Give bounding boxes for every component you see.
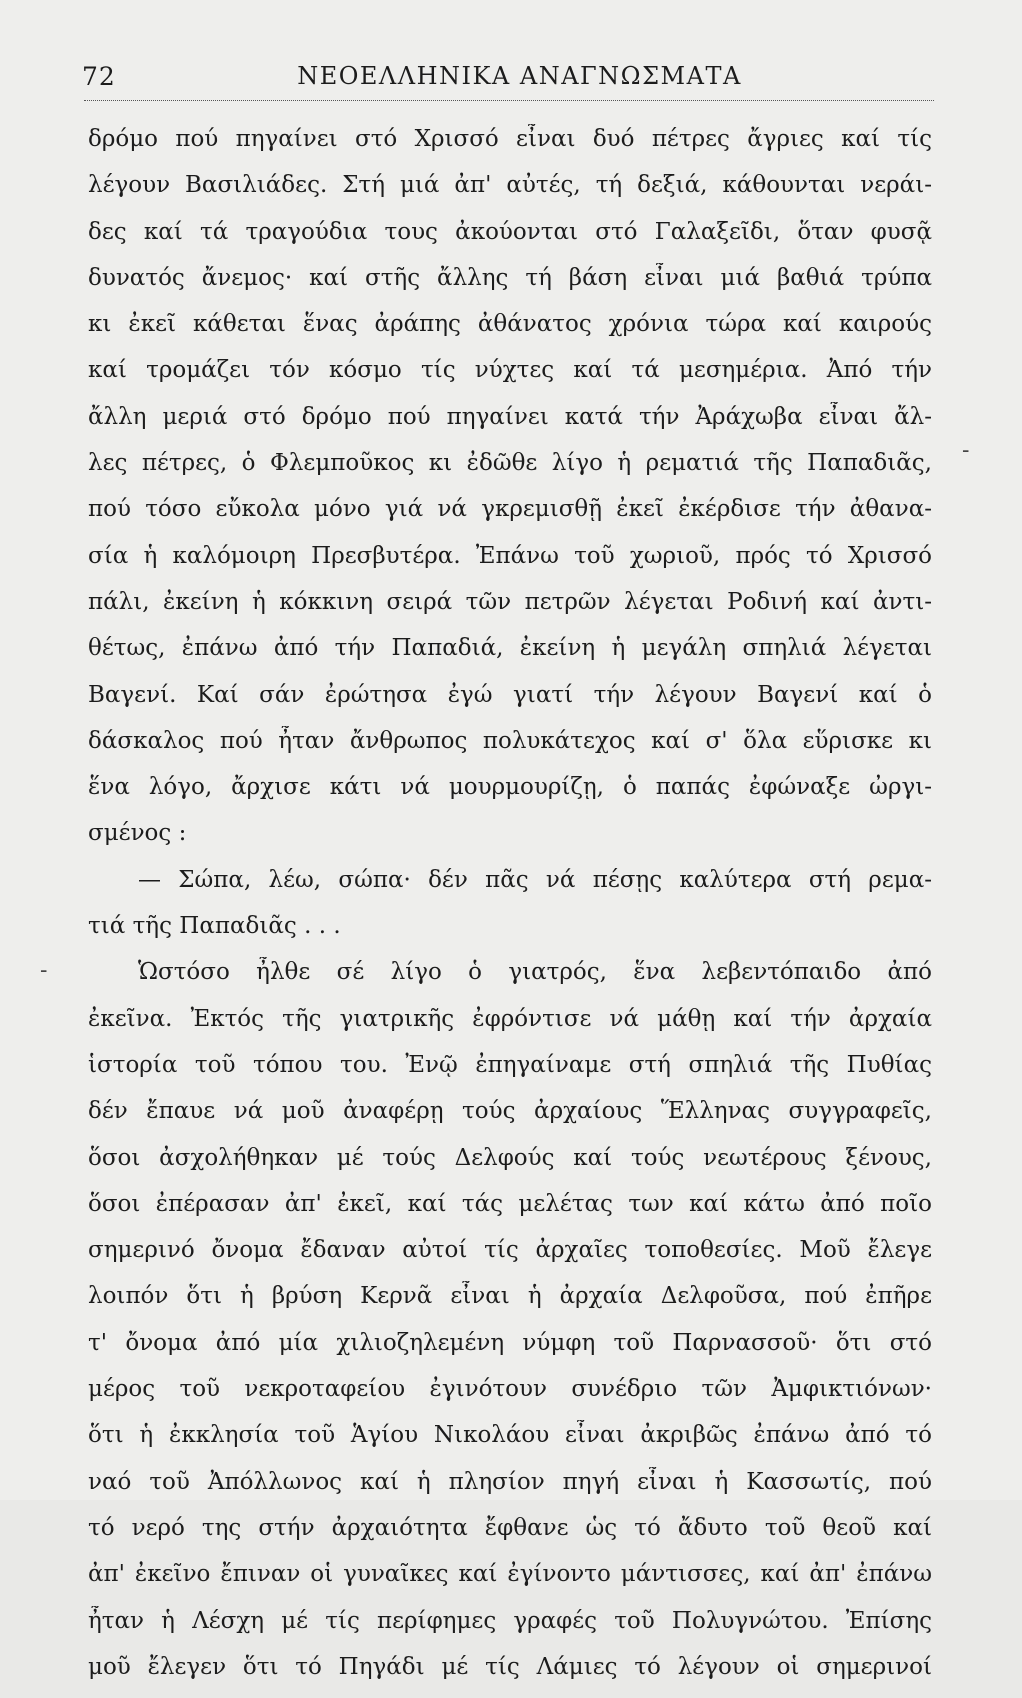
text-line: κι ἐκεῖ κάθεται ἕνας ἀράπης ἀθάνατος χρόνια τώρα καί καιρούς [88,311,932,338]
text-line: τιά τῆς Παπαδιᾶς . . . [88,913,341,940]
text-line: πού τόσο εὔκολα μόνο γιά νά γκρεμισθῇ ἐκεῖ ἐκέρδισε τήν ἀθανα- [88,496,932,523]
text-line: πάλι, ἐκείνη ἡ κόκκινη σειρά τῶν πετρῶν λέγεται Ροδινή καί ἀντι- [88,588,932,615]
text-line: σμένος : [88,820,187,847]
text-line: ὅσοι ἀσχολήθηκαν μέ τούς Δελφούς καί τούς νεωτέρους ξένους, [88,1144,932,1171]
header-rule [84,100,934,101]
text-line: ὅτι ἡ ἐκκλησία τοῦ Ἁγίου Νικολάου εἶναι ἀκριβῶς ἐπάνω ἀπό τό [88,1422,932,1449]
text-line: λες πέτρες, ὁ Φλεμποῦκος κι ἐδῶθε λίγο ἡ ρεματιά τῆς Παπαδιᾶς, [88,450,932,477]
page-number: 72 [82,62,116,91]
text-line: δυνατός ἄνεμος· καί στῆς ἄλλης τή βάση εἶναι μιά βαθιά τρύπα [88,264,932,291]
body-text [88,124,932,1698]
text-line: δες καί τά τραγούδια τους ἀκούονται στό Γαλαξεῖδι, ὅταν φυσᾷ [88,218,932,245]
text-line: σημερινό ὄνομα ἔδαναν αὐτοί τίς ἀρχαῖες τοποθεσίες. Μοῦ ἔλεγε [88,1237,932,1264]
text-line: ἕνα λόγο, ἄρχισε κάτι νά μουρμουρίζῃ, ὁ παπάς ἐφώναξε ὠργι- [88,774,932,801]
text-line: Βαγενί. Καί σάν ἐρώτησα ἐγώ γιατί τήν λέγουν Βαγενί καί ὁ [88,681,932,708]
text-line: ναό τοῦ Ἀπόλλωνος καί ἡ πλησίον πηγή εἶναι ἡ Κασσωτίς, πού [88,1468,932,1495]
text-line: καί τρομάζει τόν κόσμο τίς νύχτες καί τά μεσημέρια. Ἀπό τήν [88,357,932,384]
text-line: σία ἡ καλόμοιρη Πρεσβυτέρα. Ἐπάνω τοῦ χωριοῦ, πρός τό Χρισσό [88,542,932,569]
text-line: δρόμο πού πηγαίνει στό Χρισσό εἶναι δυό πέτρες ἄγριες καί τίς [88,126,932,152]
text-line: — Σώπα, λέω, σώπα· δέν πᾶς νά πέσῃς καλύτερα στή ρεμα- [138,866,932,893]
margin-mark: - [40,958,48,983]
text-line: δέν ἔπαυε νά μοῦ ἀναφέρῃ τούς ἀρχαίους Ἕλληνας συγγραφεῖς, [88,1098,932,1125]
text-line: μέρος τοῦ νεκροταφείου ἐγινότουν συνέδριο τῶν Ἀμφικτιόνων· [88,1376,932,1403]
text-line: μοῦ ἔλεγεν ὅτι τό Πηγάδι μέ τίς Λάμιες τό λέγουν οἱ σημερινοί [88,1653,932,1680]
running-title: ΝΕΟΕΛΛΗΝΙΚΑ ΑΝΑΓΝΩΣΜΑΤΑ [297,62,742,90]
text-line: Ὡστόσο ἦλθε σέ λίγο ὁ γιατρός, ἕνα λεβεντόπαιδο ἀπό [138,959,932,986]
text-line: ἱστορία τοῦ τόπου του. Ἐνῷ ἐπηγαίναμε στή σπηλιά τῆς Πυθίας [88,1051,932,1078]
margin-mark: - [962,438,970,463]
text-line: ἄλλη μεριά στό δρόμο πού πηγαίνει κατά τήν Ἀράχωβα εἶναι ἄλ- [88,403,932,430]
text-line: θέτως, ἐπάνω ἀπό τήν Παπαδιά, ἐκείνη ἡ μεγάλη σπηλιά λέγεται [88,635,932,662]
text-line: ἐκεῖνα. Ἐκτός τῆς γιατρικῆς ἐφρόντισε νά μάθῃ καί τήν ἀρχαία [88,1005,932,1032]
text-line: τ' ὄνομα ἀπό μία χιλιοζηλεμένη νύμφη τοῦ Παρνασσοῦ· ὅτι στό [88,1329,932,1356]
text-line: ὅσοι ἐπέρασαν ἀπ' ἐκεῖ, καί τάς μελέτας των καί κάτω ἀπό ποῖο [88,1190,932,1217]
text-line: λοιπόν ὅτι ἡ βρύση Κερνᾶ εἶναι ἡ ἀρχαία Δελφοῦσα, πού ἐπῆρε [88,1283,932,1310]
text-line: ἦταν ἡ Λέσχη μέ τίς περίφημες γραφές τοῦ Πολυγνώτου. Ἐπίσης [88,1607,932,1634]
text-line: λέγουν Βασιλιάδες. Στή μιά ἀπ' αὐτές, τή δεξιά, κάθουνται νεράι- [88,172,932,199]
text-line: δάσκαλος πού ἦταν ἄνθρωπος πολυκάτεχος καί σ' ὅλα εὕρισκε κι [88,727,932,754]
page-header [80,60,935,100]
text-line: ἀπ' ἐκεῖνο ἔπιναν οἱ γυναῖκες καί ἐγίνοντο μάντισσες, καί ἀπ' ἐπάνω [88,1561,932,1588]
text-line: τό νερό της στήν ἀρχαιότητα ἔφθανε ὡς τό ἄδυτο τοῦ θεοῦ καί [88,1514,932,1541]
